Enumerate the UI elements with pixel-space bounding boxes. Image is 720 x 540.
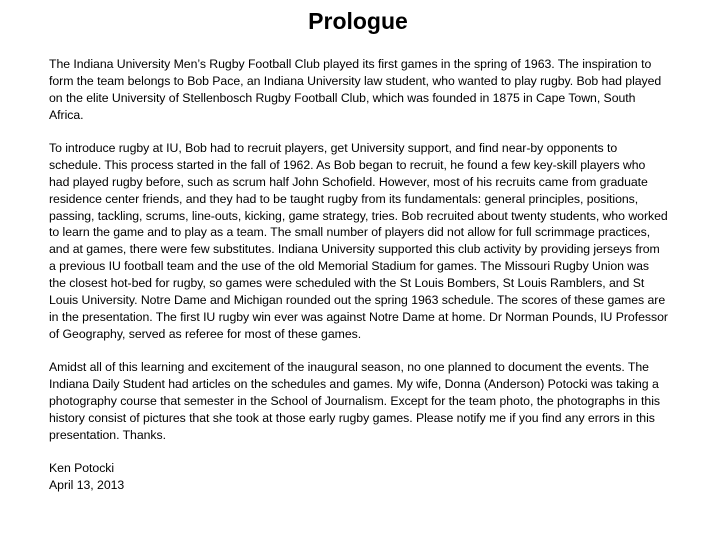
signature-block xyxy=(49,460,669,494)
paragraph-intro: The Indiana University Men’s Rugby Football Club played its first games in the spring of 1963. The inspiration to form the team belongs to Bob Pace, an Indiana University law student, who wanted to play rugby. Bob had played on the elite University of Stellenbosch Rugby Football Club, which was founded in 1875 in Cape Town, South Africa. xyxy=(49,57,662,122)
signature-date: April 13, 2013 xyxy=(49,478,125,493)
page-title: Prologue xyxy=(308,8,408,34)
signature-name: Ken Potocki xyxy=(49,461,115,476)
paragraph-documentation: Amidst all of this learning and excitement of the inaugural season, no one planned to document the events. The Indiana Daily Student had articles on the schedules and games. My wife, Donna (Anderson) Potocki was taking a photography course that semester in the School of Journalism. Except for the team photo, the photographs in this history consist of pictures that she took at those early rugby games. Please notify me if you find any errors in this presentation. Thanks. xyxy=(49,360,660,442)
document-body xyxy=(49,56,669,494)
paragraph-recruiting: To introduce rugby at IU, Bob had to recruit players, get University support, and find near-by opponents to schedule. This process started in the fall of 1962. As Bob began to recruit, he found a few key-skill players who had played rugby before, such as scrum half John Schofield. However, most of his recruits came from graduate residence center friends, and they had to be taught rugby from its fundamentals: general principles, positions, passing, tackling, scrums, line-outs, kicking, game strategy, tries. Bob recruited about twenty students, who worked to learn the game and to play as a team. The small number of players did not allow for full scrimmage practices, and at games, there were few substitutes. Indiana University supported this club activity by providing jerseys from a previous IU football team and the use of the old Memorial Stadium for games. The Missouri Rugby Union was the closest hot-bed for rugby, so games were scheduled with the St Louis Bombers, St Louis Ramblers, and St Louis University. Notre Dame and Michigan rounded out the spring 1963 schedule. The scores of these games are in the presentation. The first IU rugby win ever was against Notre Dame at home. Dr Norman Pounds, IU Professor of Geography, served as referee for most of these games. xyxy=(49,141,668,341)
